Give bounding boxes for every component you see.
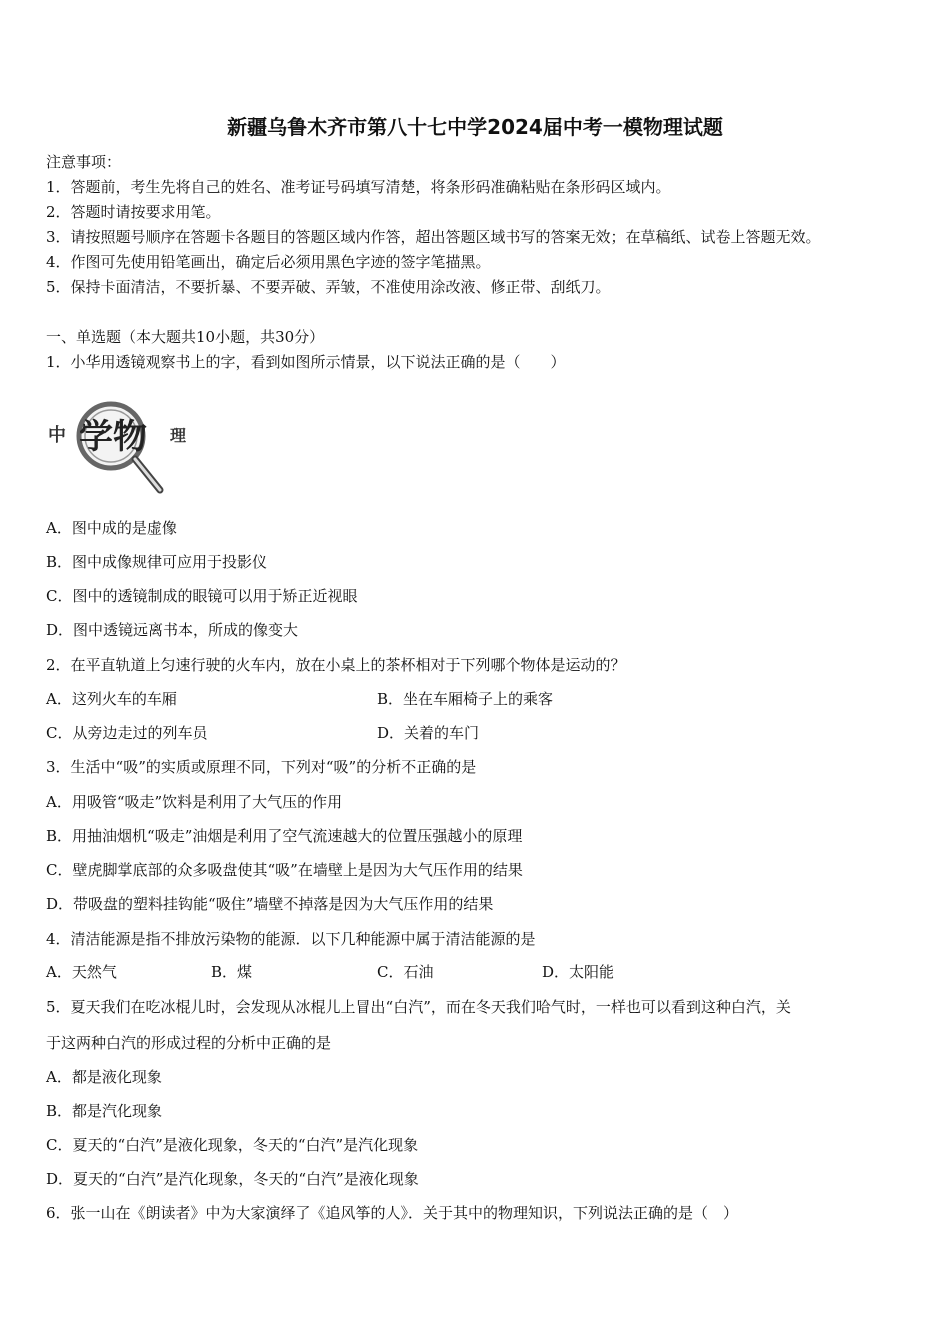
question-4-option-a: A．天然气 (46, 963, 117, 981)
question-5-option-d: D．夏天的“白汽”是汽化现象，冬天的“白汽”是液化现象 (46, 1170, 419, 1188)
question-5-stem-line-1: 5．夏天我们在吃冰棍儿时，会发现从冰棍儿上冒出“白汽”，而在冬天我们哈气时，一样也可以看到这种白汽，关 (46, 998, 791, 1016)
section-heading: 一、单选题（本大题共10小题，共30分） (46, 328, 325, 346)
question-1-option-b: B．图中成像规律可应用于投影仪 (46, 553, 268, 571)
question-5-stem-line-2: 于这两种白汽的形成过程的分析中正确的是 (46, 1034, 332, 1052)
question-3-option-d: D．带吸盘的塑料挂钩能“吸住”墙壁不掉落是因为大气压作用的结果 (46, 895, 494, 913)
question-5-option-c: C．夏天的“白汽”是液化现象，冬天的“白汽”是汽化现象 (46, 1136, 419, 1154)
question-3-option-a: A．用吸管“吸走”饮料是利用了大气压的作用 (46, 793, 343, 811)
figure-text-magnified: 学物 (79, 417, 147, 457)
question-1-stem: 1．小华用透镜观察书上的字，看到如图所示情景，以下说法正确的是（ ） (46, 353, 566, 371)
notice-item-3: 3．请按照题号顺序在答题卡各题目的答题区域内作答，超出答题区域书写的答案无效；在草稿纸、试卷上答题无效。 (46, 228, 821, 246)
question-2-option-a: A．这列火车的车厢 (46, 690, 177, 708)
figure-text-right: 理 (170, 426, 187, 445)
notice-item-2: 2．答题时请按要求用笔。 (46, 203, 221, 221)
notice-item-5: 5．保持卡面清洁，不要折暴、不要弄破、弄皱，不准使用涂改液、修正带、刮纸刀。 (46, 278, 611, 296)
notice-item-1: 1．答题前，考生先将自己的姓名、准考证号码填写清楚，将条形码准确粘贴在条形码区域内。 (46, 178, 671, 196)
question-4-option-c: C．石油 (377, 963, 434, 981)
figure-text-left: 中 (48, 425, 66, 446)
question-4-stem: 4．清洁能源是指不排放污染物的能源．以下几种能源中属于清洁能源的是 (46, 930, 536, 948)
question-1-option-a: A．图中成的是虚像 (46, 519, 177, 537)
question-1-option-c: C．图中的透镜制成的眼镜可以用于矫正近视眼 (46, 587, 358, 605)
question-4-option-d: D．太阳能 (542, 963, 615, 981)
question-1-option-d: D．图中透镜远离书本，所成的像变大 (46, 621, 299, 639)
question-2-stem: 2．在平直轨道上匀速行驶的火车内，放在小桌上的茶杯相对于下列哪个物体是运动的？ (46, 656, 626, 674)
notice-heading: 注意事项： (46, 153, 122, 171)
question-2-option-d: D．关着的车门 (377, 724, 480, 742)
question-3-stem: 3．生活中“吸”的实质或原理不同，下列对“吸”的分析不正确的是 (46, 758, 477, 776)
question-3-option-b: B．用抽油烟机“吸走”油烟是利用了空气流速越大的位置压强越小的原理 (46, 827, 523, 845)
notice-item-4: 4．作图可先使用铅笔画出，确定后必须用黑色字迹的签字笔描黑。 (46, 253, 491, 271)
question-4-option-b: B．煤 (211, 963, 253, 981)
question-5-option-b: B．都是汽化现象 (46, 1102, 163, 1120)
page-title: 新疆乌鲁木齐市第八十七中学2024届中考一模物理试题 (227, 115, 723, 139)
question-5-option-a: A．都是液化现象 (46, 1068, 162, 1086)
question-6-stem: 6．张一山在《朗读者》中为大家演绎了《追风筝的人》．关于其中的物理知识，下列说法正确的是（ ） (46, 1204, 739, 1222)
magnifier-figure (46, 396, 196, 500)
question-2-option-c: C．从旁边走过的列车员 (46, 724, 208, 742)
question-2-option-b: B．坐在车厢椅子上的乘客 (377, 690, 554, 708)
question-3-option-c: C．壁虎脚掌底部的众多吸盘使其“吸”在墙壁上是因为大气压作用的结果 (46, 861, 523, 879)
